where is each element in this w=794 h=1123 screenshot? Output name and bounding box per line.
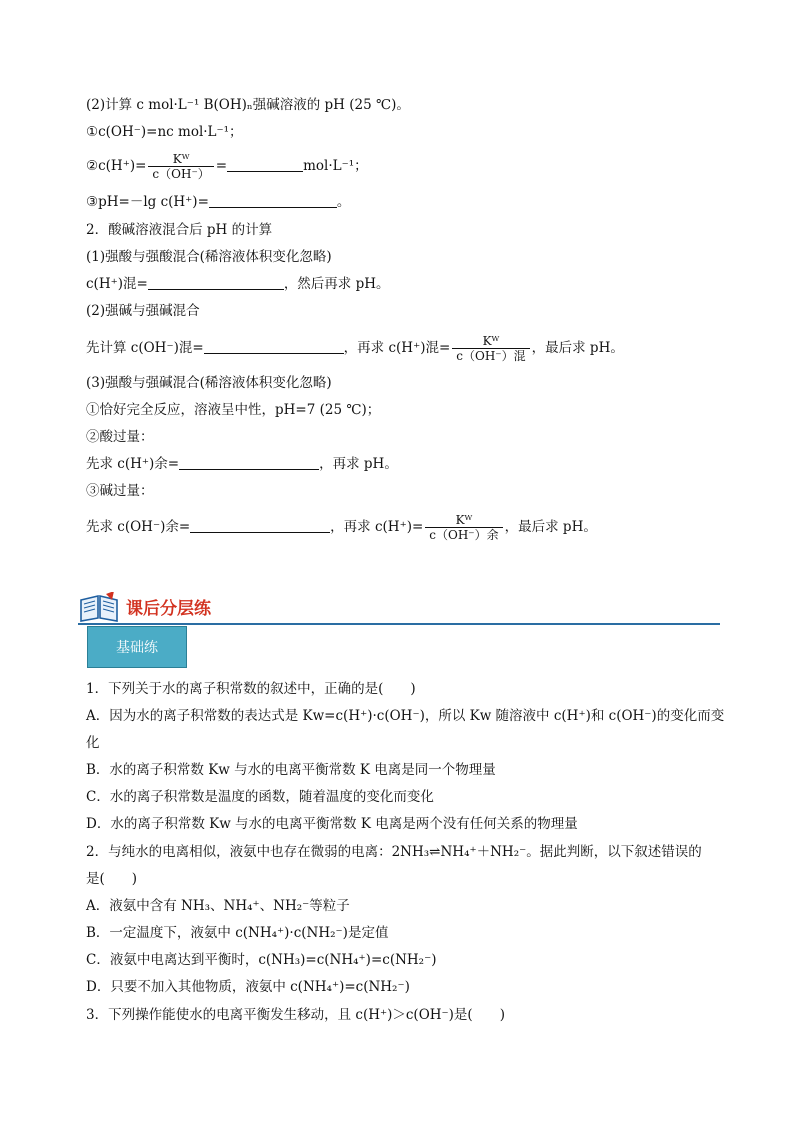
question-stem-continued: 是( ) — [86, 871, 138, 887]
text-line: ②酸过量： — [86, 429, 154, 445]
text-seg: 。 — [336, 194, 351, 210]
denominator: c（OH⁻）余 — [425, 527, 502, 542]
text-seg: ，再求 c(H⁺)混= — [343, 340, 451, 356]
denominator: c（OH⁻） — [148, 166, 213, 181]
text-line: (3)强酸与强碱混合(稀溶液体积变化忽略) — [86, 375, 332, 391]
option: C．液氨中电离达到平衡时，c(NH₃)=c(NH₄⁺)=c(NH₂⁻) — [86, 952, 437, 968]
text-seg: ③pH=－lg c(H⁺)= — [86, 194, 209, 210]
answer-blank[interactable] — [209, 193, 337, 208]
fraction — [452, 334, 529, 363]
question-stem: 3．下列操作能使水的电离平衡发生移动，且 c(H⁺)＞c(OH⁻)是( ) — [86, 1007, 505, 1023]
option-continued: 化 — [86, 735, 100, 751]
text-line: (2)强碱与强碱混合 — [86, 303, 200, 319]
answer-blank[interactable] — [227, 157, 303, 172]
formula-line — [86, 275, 390, 293]
question-stem: 1．下列关于水的离子积常数的叙述中，正确的是( ) — [86, 681, 416, 697]
text-seg: ，最后求 pH。 — [504, 519, 597, 535]
section-divider — [78, 623, 720, 625]
text-seg: 先计算 c(OH⁻)混= — [86, 340, 204, 356]
formula-line — [86, 193, 350, 211]
formula-line — [86, 334, 624, 363]
text-line: ③碱过量： — [86, 483, 154, 499]
level-tag: 基础练 — [87, 626, 187, 668]
formula-line — [86, 455, 398, 473]
option: B．水的离子积常数 Kw 与水的电离平衡常数 K 电离是同一个物理量 — [86, 762, 496, 778]
formula-line — [86, 152, 368, 181]
numerator: Kᵂ — [172, 152, 190, 166]
fraction — [148, 152, 213, 181]
text-seg: ，再求 c(H⁺)= — [330, 519, 424, 535]
text-line: 2．酸碱溶液混合后 pH 的计算 — [86, 222, 273, 238]
text-seg: = — [215, 158, 228, 174]
answer-blank[interactable] — [190, 518, 330, 533]
fraction — [425, 513, 502, 542]
text-seg: ，最后求 pH。 — [531, 340, 624, 356]
option: D．水的离子积常数 Kw 与水的电离平衡常数 K 电离是两个没有任何关系的物理量 — [86, 816, 578, 832]
numerator: Kᵂ — [482, 334, 500, 348]
question-stem: 2．与纯水的电离相似，液氨中也存在微弱的电离：2NH₃⇌NH₄⁺＋NH₂⁻。据此判断，以下叙述错误的 — [86, 844, 702, 860]
option: B．一定温度下，液氨中 c(NH₄⁺)·c(NH₂⁻)是定值 — [86, 925, 389, 941]
section-title: 课后分层练 — [126, 599, 211, 619]
text-seg: ，然后再求 pH。 — [283, 276, 390, 292]
answer-blank[interactable] — [204, 339, 344, 354]
text-seg: c(H⁺)混= — [86, 276, 148, 292]
denominator: c（OH⁻）混 — [452, 348, 529, 363]
open-book-icon — [78, 592, 120, 622]
formula-line — [86, 513, 597, 542]
text-seg: mol·L⁻¹； — [303, 158, 368, 174]
text-line: (2)计算 c mol·L⁻¹ B(OH)ₙ强碱溶液的 pH (25 ℃)。 — [86, 97, 410, 113]
option: D．只要不加入其他物质，液氨中 c(NH₄⁺)=c(NH₂⁻) — [86, 979, 410, 995]
text-line: ①恰好完全反应，溶液呈中性，pH=7 (25 ℃)； — [86, 402, 381, 418]
answer-blank[interactable] — [148, 275, 284, 290]
text-seg: ，再求 pH。 — [319, 456, 398, 472]
text-seg: ②c(H⁺)= — [86, 158, 147, 174]
answer-blank[interactable] — [179, 455, 319, 470]
numerator: Kᵂ — [455, 513, 473, 527]
text-line: (1)强酸与强酸混合(稀溶液体积变化忽略) — [86, 249, 332, 265]
option: A．因为水的离子积常数的表达式是 Kw=c(H⁺)·c(OH⁻)，所以 Kw 随溶液中 c(H⁺)和 c(OH⁻)的变化而变 — [86, 708, 725, 724]
text-seg: 先求 c(H⁺)余= — [86, 456, 180, 472]
option: C．水的离子积常数是温度的函数，随着温度的变化而变化 — [86, 789, 434, 805]
section-header — [78, 592, 720, 624]
text-line: ①c(OH⁻)=nc mol·L⁻¹； — [86, 124, 243, 140]
option: A．液氨中含有 NH₃、NH₄⁺、NH₂⁻等粒子 — [86, 898, 350, 914]
text-seg: 先求 c(OH⁻)余= — [86, 519, 191, 535]
